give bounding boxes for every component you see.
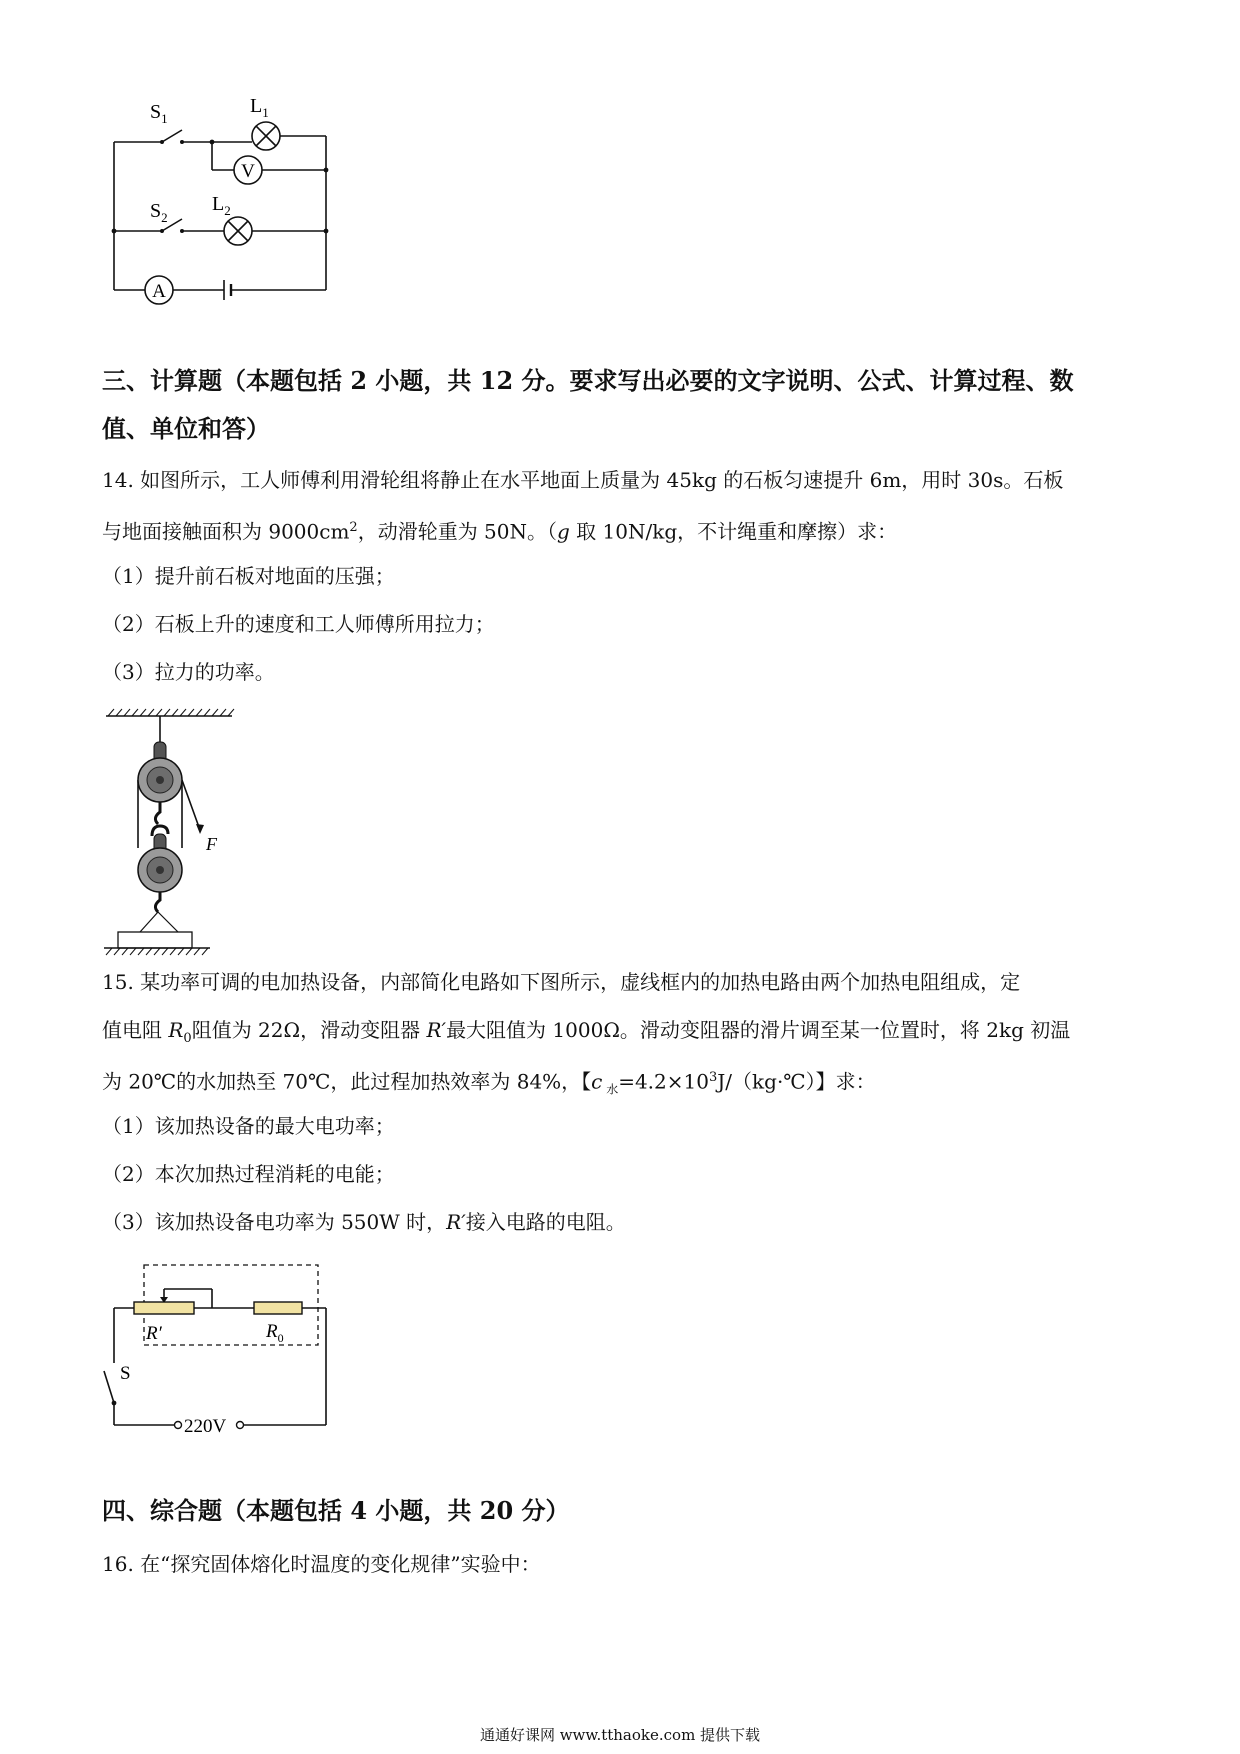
section-3-heading-line1: 三、计算题（本题包括 2 小题，共 12 分。要求写出必要的文字说明、公式、计算过程、数 <box>102 366 1074 395</box>
page-footer: 通通好课网 www.tthaoke.com 提供下载 <box>479 1726 761 1744</box>
q14-sub3: （3）拉力的功率。 <box>102 660 275 684</box>
force-f-label: F <box>206 834 217 854</box>
pulley-system-figure <box>100 700 240 960</box>
q15-sub1: （1）该加热设备的最大电功率； <box>102 1114 395 1138</box>
q14-sub2: （2）石板上升的速度和工人师傅所用拉力； <box>102 612 495 636</box>
q15-line2: 值电阻 $R_0$阻值为 22Ω，滑动变阻器 R′最大阻值为 1000Ω。滑动变阻器的滑片调至某一位置时，将 2kg 初温 <box>102 1018 1071 1046</box>
supply-voltage-label: 220V <box>184 1416 227 1437</box>
section-3-heading-line2: 值、单位和答） <box>102 414 270 443</box>
q15-line1: 15. 某功率可调的电加热设备，内部简化电路如下图所示，虚线框内的加热电路由两个加热电阻组成，定 <box>102 970 1021 994</box>
switch-s2-label: $S_2$ <box>150 200 168 225</box>
circuit-diagram-lamps <box>100 90 370 340</box>
switch-s-label: S <box>120 1363 131 1384</box>
voltmeter-symbol: V <box>241 161 255 182</box>
ammeter-symbol: A <box>152 281 166 302</box>
q16-line1: 16. 在“探究固体熔化时温度的变化规律”实验中： <box>102 1552 541 1576</box>
switch-s1-label: $S_1$ <box>150 101 168 126</box>
q14-sub1: （1）提升前石板对地面的压强； <box>102 564 395 588</box>
q14-line2: 与地面接触面积为 $9000cm^2$，动滑轮重为 50N。（g 取 10N/kg，不计绳重和摩擦）求： <box>102 519 898 544</box>
heating-circuit-figure <box>100 1255 340 1445</box>
section-4-heading: 四、综合题（本题包括 4 小题，共 20 分） <box>102 1496 570 1525</box>
q15-sub3: （3）该加热设备电功率为 550W 时，R′接入电路的电阻。 <box>102 1210 626 1234</box>
fixed-resistor-label: $R_0$ <box>266 1321 284 1345</box>
lamp-l1-label: $L_1$ <box>250 95 269 120</box>
q14-line1: 14. 如图所示，工人师傅利用滑轮组将静止在水平地面上质量为 45kg 的石板匀速提升 6m，用时 30s。石板 <box>102 468 1064 492</box>
q15-line3: 为 20℃的水加热至 70℃，此过程加热效率为 84%，【c $_水=4.2\times 10^3J/(kg\cdot℃)$】求： <box>102 1069 876 1097</box>
variable-resistor-label: R′ <box>146 1323 162 1344</box>
lamp-l2-label: $L_2$ <box>212 193 231 218</box>
q15-sub2: （2）本次加热过程消耗的电能； <box>102 1162 395 1186</box>
